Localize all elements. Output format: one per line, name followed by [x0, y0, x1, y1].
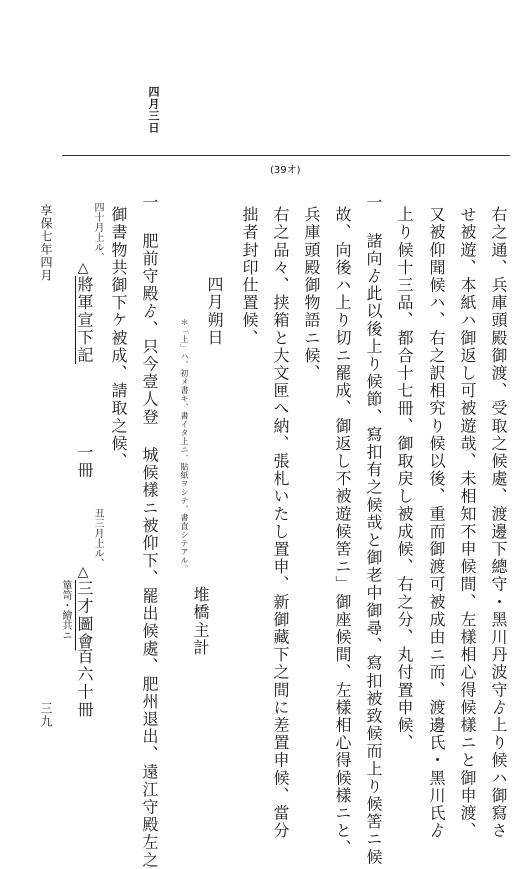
book-title: 將軍宣下記	[75, 276, 94, 364]
page-number: 三九	[39, 702, 53, 728]
text-line: せ被遊、本紙ハ御返し可被遊哉、未相知不申候間、左樣相心得候樣ニと御申渡、	[458, 206, 477, 840]
book-date-note: 丑三月上ル、	[92, 508, 103, 568]
triangle-mark: △	[75, 260, 91, 276]
header-rule	[62, 155, 510, 156]
folio-mark: (39オ)	[270, 165, 301, 176]
text-line: 故、向後ハ上り切ニ罷成、御返し不被遊候筈ニ」御座候間、左樣相心得候樣ニと、	[333, 206, 352, 858]
editor-note: ＊「上」ハ、初メ書キ、書イタ上ニ、貼紙ヲシテ、書直シテアル。	[180, 318, 189, 573]
book-date-note: 四十月上ル、	[92, 202, 103, 262]
book-extra-note: 簞笥・繪共ニ	[60, 580, 71, 640]
text-line: 又被仰聞候ハ、右之訳相究り候以後、重而御渡可被成由ニ而、渡邊氏・黑川氏ゟ	[427, 206, 446, 840]
text-line: 拙者封印仕置候、	[240, 206, 259, 347]
entry-line: 御書物共御下ケ被成、請取之候、	[109, 206, 128, 470]
text-line: 上り候十三品、都合十七冊、御取戻し被成候、右之分、丸付置申候、	[395, 206, 414, 752]
text-line: 右之品々、挟箱と大文匣へ納、張札いたし置申、新御藏下之間に差置申候、當分	[271, 206, 290, 840]
text-line: 一 諸向ゟ此以後上り候節、寫扣有之候哉と御老中御尋、寫扣被致候而上り候筈ニ候	[364, 194, 383, 866]
signature: 堆橋主計	[191, 586, 210, 657]
triangle-mark: △	[75, 564, 91, 580]
entry-line: 一 肥前守殿ゟ、只今壹人登 城候樣ニ被仰下、罷出候處、肥州退出、遠江守殿左之	[140, 194, 159, 869]
text-line: 右之通、兵庫頭殿御渡、受取之候處、渡邊下總守・黑川丹波守ゟ上り候ハ御寫さ	[489, 206, 508, 840]
year-label: 享保七年四月	[39, 204, 53, 282]
text-line: 兵庫頭殿御物語ニ候、	[302, 206, 321, 382]
book-title: 三才圖會	[75, 580, 94, 651]
date-heading: 四月三日	[147, 86, 160, 134]
entry-date: 四月朔日	[205, 276, 224, 347]
book-count: 一冊	[75, 444, 94, 480]
book-count: 百六十冊	[75, 648, 94, 719]
